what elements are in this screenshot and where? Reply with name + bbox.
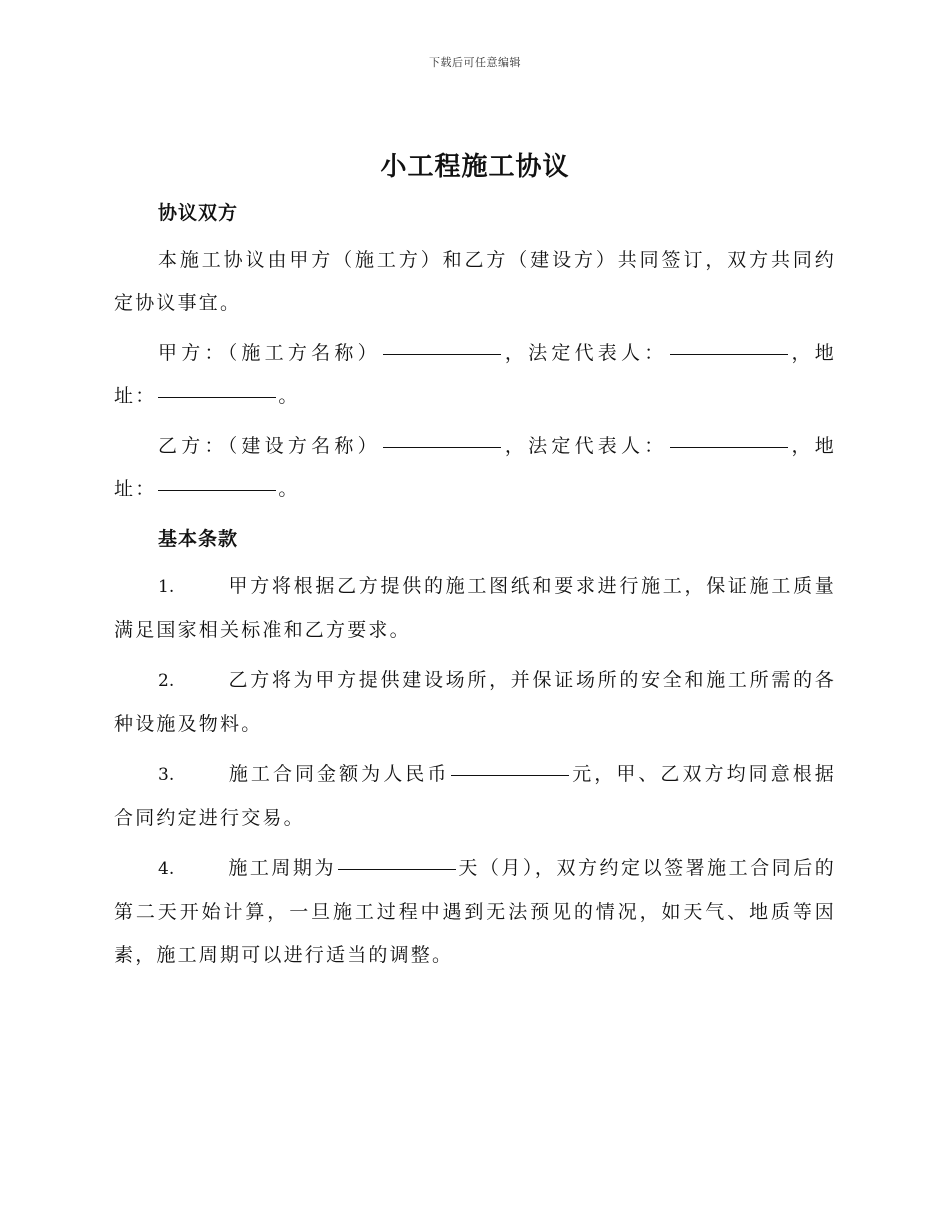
party-b-addr-blank[interactable]: [158, 489, 276, 491]
clause-4-text-post: 天（月），双方约定以签署施工合同后的第二天开始计算，一旦施工过程中遇到无法预见的情况，如天气、地质等因素，施工周期可以进行适当的调整。: [114, 857, 836, 966]
document-title: 小工程施工协议: [380, 152, 570, 182]
clause-4: [114, 847, 836, 977]
party-a-prefix: 甲方：（施工方名称）: [158, 342, 381, 364]
party-a-rep-label: ，法定代表人：: [502, 342, 668, 364]
clause-1-text: 甲方将根据乙方提供的施工图纸和要求进行施工，保证施工质量满足国家相关标准和乙方要求。: [114, 575, 836, 641]
party-b-paragraph: [114, 425, 836, 511]
party-b-rep-blank[interactable]: [670, 446, 788, 448]
clause-1-number: 1.: [158, 577, 175, 597]
party-a-addr-blank[interactable]: [158, 396, 276, 398]
section-heading-parties: 协议双方: [158, 202, 239, 224]
party-a-paragraph: [114, 332, 836, 418]
header-note: 下载后可任意编辑: [429, 56, 521, 69]
clause-3-number: 3.: [158, 765, 175, 785]
party-b-name-blank[interactable]: [383, 446, 501, 448]
party-b-rep-label: ，法定代表人：: [502, 435, 668, 457]
party-a-addr-label: ，地址：: [114, 342, 836, 407]
intro-paragraph: 本施工协议由甲方（施工方）和乙方（建设方）共同签订，双方共同约定协议事宜。: [114, 249, 836, 314]
clause-2-text: 乙方将为甲方提供建设场所，并保证场所的安全和施工所需的各种设施及物料。: [114, 669, 836, 735]
party-a-rep-blank[interactable]: [670, 353, 788, 355]
clause-1: [114, 565, 836, 652]
clause-2-number: 2.: [158, 671, 175, 691]
party-a-name-blank[interactable]: [383, 353, 501, 355]
section-heading-terms: 基本条款: [158, 528, 239, 550]
clause-3-text-post: 元，甲、乙双方均同意根据合同约定进行交易。: [114, 763, 836, 829]
contract-amount-blank[interactable]: [451, 774, 569, 776]
clause-3-text-pre: 施工合同金额为人民币: [228, 763, 450, 785]
clause-3: [114, 753, 836, 840]
clause-2: [114, 659, 836, 746]
clause-4-text-pre: 施工周期为: [228, 857, 336, 879]
document-body: [114, 192, 836, 984]
construction-period-blank[interactable]: [338, 868, 456, 870]
party-b-end: 。: [278, 478, 300, 500]
clause-4-number: 4.: [158, 859, 175, 879]
party-b-prefix: 乙方：（建设方名称）: [158, 435, 381, 457]
party-a-end: 。: [278, 385, 300, 407]
party-b-addr-label: ，地址：: [114, 435, 836, 500]
